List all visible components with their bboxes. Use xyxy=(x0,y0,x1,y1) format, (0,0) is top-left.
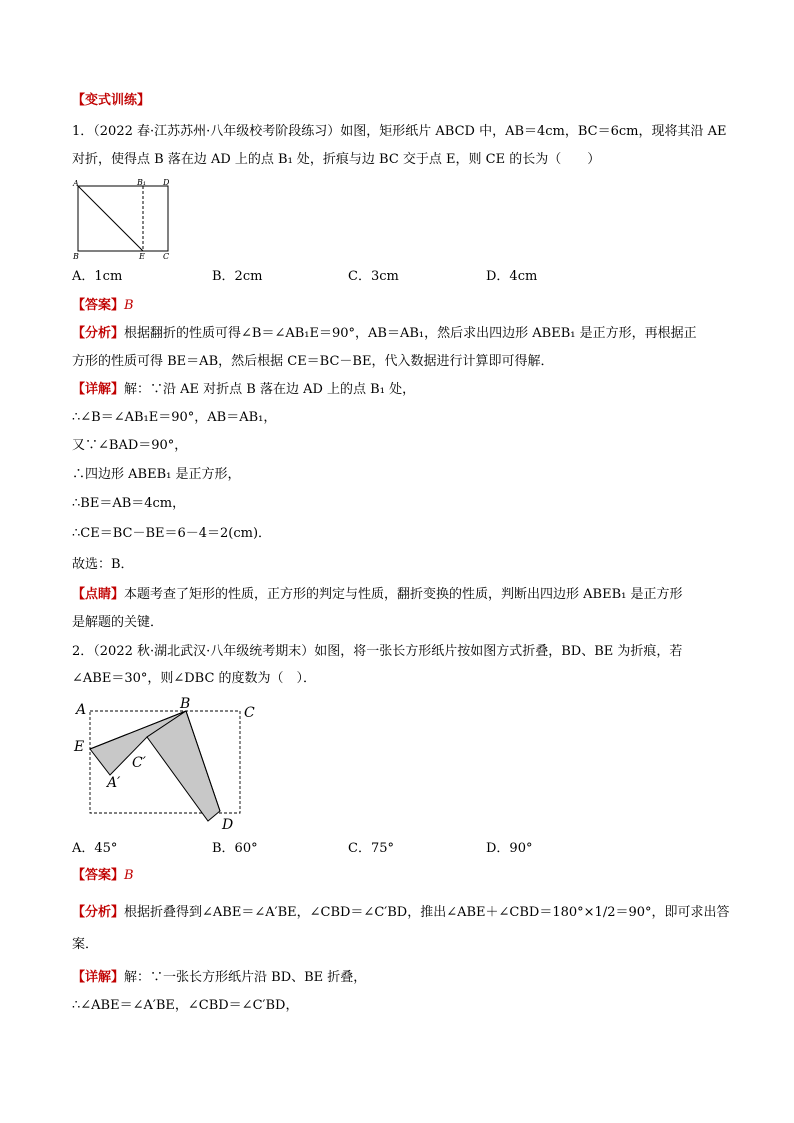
q2-stem-line1: 2．（2022 秋·湖北武汉·八年级统考期末）如图，将一张长方形纸片按如图方式折叠，BD、BE 为折痕，若 xyxy=(72,644,683,659)
q1-figure xyxy=(70,176,180,261)
q1-stem-line2: 对折，使得点 B 落在边 AD 上的点 B₁ 处，折痕与边 BC 交于点 E，则 CE 的长为（ ） xyxy=(72,152,601,167)
q2-label-a: A xyxy=(76,702,87,718)
q1-detail-line4: ∴四边形 ABEB₁ 是正方形， xyxy=(72,467,241,482)
q1-analysis-line2: 方形的性质可得 BE＝AB，然后根据 CE＝BC－BE，代入数据进行计算即可得解． xyxy=(72,354,554,369)
q1-option-d: D．4cm xyxy=(486,269,538,284)
q2-answer: 【答案】B xyxy=(72,868,134,883)
q2-detail-line2: ∴∠ABE＝∠A′BE，∠CBD＝∠C′BD， xyxy=(72,998,299,1013)
q2-stem-line2: ∠ABE＝30°，则∠DBC 的度数为（ ）． xyxy=(72,671,317,686)
q1-option-a: A．1cm xyxy=(72,269,123,284)
q1-option-c: C．3cm xyxy=(348,269,399,284)
q1-detail-line2: ∴∠B＝∠AB₁E＝90°，AB＝AB₁， xyxy=(72,410,277,425)
section-title: 【变式训练】 xyxy=(72,93,151,108)
q2-label-c-prime: C′ xyxy=(132,755,146,771)
q2-label-a-prime: A′ xyxy=(107,775,121,791)
q1-label-d: D xyxy=(163,178,170,187)
q2-label-c: C xyxy=(244,705,255,721)
q1-option-b: B．2cm xyxy=(212,269,263,284)
q2-figure xyxy=(70,697,270,835)
q1-answer: 【答案】B xyxy=(72,298,134,313)
q2-label-b: B xyxy=(180,697,191,712)
q1-label-a: A xyxy=(73,179,79,188)
q2-analysis-line2: 案． xyxy=(72,937,99,952)
q1-label-b1: B₁ xyxy=(137,178,147,187)
q1-detail-line1: 【详解】解：∵沿 AE 对折点 B 落在边 AD 上的点 B₁ 处， xyxy=(72,382,416,397)
q1-detail-line3: 又∵∠BAD＝90°， xyxy=(72,438,188,453)
q1-comment-line2: 是解题的关键． xyxy=(72,615,164,630)
q2-option-b: B．60° xyxy=(212,841,258,856)
q2-label-e: E xyxy=(74,739,85,755)
q1-label-b: B xyxy=(73,252,79,261)
q1-comment-line1: 【点睛】本题考查了矩形的性质，正方形的判定与性质，翻折变换的性质，判断出四边形 ABEB₁ 是正方形 xyxy=(72,587,683,602)
q1-stem-line1: 1．（2022 春·江苏苏州·八年级校考阶段练习）如图，矩形纸片 ABCD 中，AB＝4cm，BC＝6cm，现将其沿 AE xyxy=(72,124,727,139)
q2-analysis-line1: 【分析】根据折叠得到∠ABE＝∠A′BE，∠CBD＝∠C′BD，推出∠ABE＋∠CBD＝180°×1/2＝90°，即可求出答 xyxy=(72,905,730,920)
q1-detail-line6: ∴CE＝BC－BE＝6－4＝2(cm)． xyxy=(72,526,272,541)
q1-detail-line5: ∴BE＝AB＝4cm， xyxy=(72,496,186,511)
q2-detail-line1: 【详解】解：∵一张长方形纸片沿 BD、BE 折叠， xyxy=(72,970,367,985)
q1-analysis-line1: 【分析】根据翻折的性质可得∠B＝∠AB₁E＝90°，AB＝AB₁，然后求出四边形 ABEB₁ 是正方形，再根据正 xyxy=(72,326,697,341)
q2-label-d: D xyxy=(222,817,234,833)
q1-detail-line7: 故选：B． xyxy=(72,557,134,572)
q2-option-c: C．75° xyxy=(348,841,394,856)
q2-option-a: A．45° xyxy=(72,841,118,856)
q2-option-d: D．90° xyxy=(486,841,533,856)
q1-label-e: E xyxy=(139,252,145,261)
q1-label-c: C xyxy=(163,252,170,261)
